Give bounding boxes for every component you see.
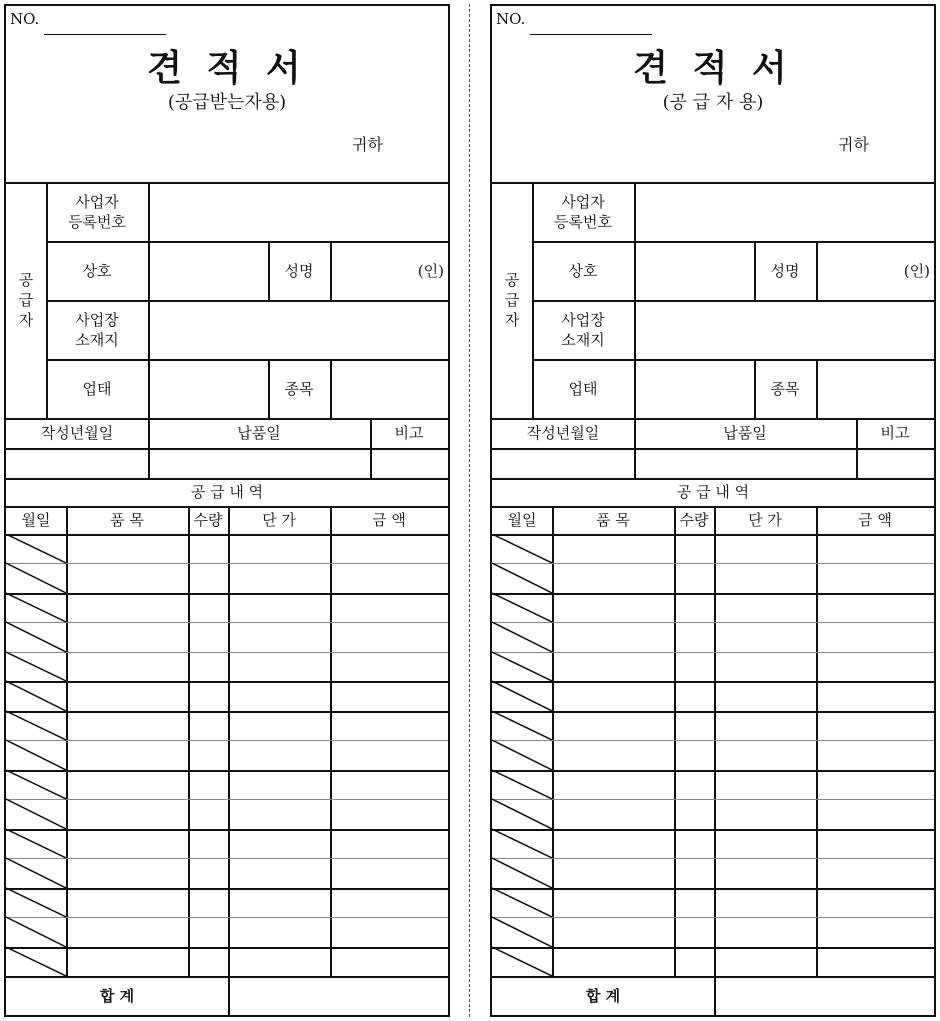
business-item-field[interactable] — [816, 359, 934, 418]
grid-line — [46, 300, 448, 302]
column-header-unit-price: 단 가 — [748, 511, 782, 529]
grid-line — [6, 740, 448, 741]
column-header-item: 품 목 — [596, 511, 630, 529]
grid-line — [6, 534, 448, 536]
form-subtitle: (공 급 자 용) — [662, 92, 764, 113]
registration-number-label: 사업자 등록번호 — [68, 192, 126, 231]
issue-date-label: 작성년월일 — [526, 424, 600, 442]
grid-line — [754, 359, 756, 418]
grid-line — [6, 622, 448, 623]
supplier-side-label: 공 급 자 — [18, 271, 34, 329]
delivery-date-field[interactable] — [634, 448, 856, 478]
grid-line — [6, 888, 448, 890]
column-header-unit-price: 단 가 — [262, 511, 296, 529]
business-item-label: 종목 — [284, 379, 314, 398]
grid-line — [6, 652, 448, 653]
representative-name-label: 성명 — [770, 261, 800, 280]
registration-number-field[interactable] — [634, 182, 934, 241]
grid-line — [492, 799, 934, 800]
grid-line — [46, 241, 448, 243]
grid-line — [492, 681, 934, 683]
grid-line — [6, 917, 448, 918]
grid-line — [816, 506, 818, 976]
business-type-field[interactable] — [634, 359, 754, 418]
form-subtitle: (공급받는자용) — [167, 92, 287, 113]
form-grid — [6, 182, 448, 1015]
business-type-label: 업태 — [82, 379, 112, 398]
business-address-label: 사업장 소재지 — [561, 310, 605, 349]
grid-line — [492, 418, 934, 420]
issue-date-field[interactable] — [492, 448, 634, 478]
grid-line — [6, 799, 448, 800]
grid-line — [6, 947, 448, 949]
delivery-date-label: 납품일 — [723, 424, 767, 442]
grid-line — [714, 506, 716, 1015]
column-header-date: 월일 — [21, 511, 51, 529]
company-name-field[interactable] — [148, 241, 268, 300]
business-address-field[interactable] — [148, 300, 448, 359]
grid-line — [492, 448, 934, 450]
grid-line — [330, 241, 332, 300]
grid-line — [492, 740, 934, 741]
grid-line — [6, 711, 448, 713]
supplier-side-label: 공 급 자 — [504, 271, 520, 329]
grid-line — [532, 241, 934, 243]
grid-line — [330, 506, 332, 976]
grid-line — [492, 534, 934, 536]
supply-details-label: 공 급 내 역 — [190, 483, 264, 501]
business-address-field[interactable] — [634, 300, 934, 359]
business-type-field[interactable] — [148, 359, 268, 418]
form-header — [6, 6, 448, 184]
grid-line — [492, 711, 934, 713]
grid-line — [6, 976, 448, 978]
grid-line — [330, 359, 332, 418]
grid-line — [228, 506, 230, 1015]
grid-line — [492, 917, 934, 918]
grid-line — [492, 770, 934, 772]
grid-line — [492, 563, 934, 564]
grid-line — [6, 829, 448, 831]
grid-line — [532, 359, 934, 361]
business-address-label: 사업장 소재지 — [75, 310, 119, 349]
supply-details-label: 공 급 내 역 — [676, 483, 750, 501]
column-header-item: 품 목 — [110, 511, 144, 529]
column-header-amount: 금 액 — [372, 511, 406, 529]
grid-line — [492, 478, 934, 480]
column-header-amount: 금 액 — [858, 511, 892, 529]
grid-line — [492, 858, 934, 859]
grid-line — [6, 418, 448, 420]
delivery-date-field[interactable] — [148, 448, 370, 478]
business-item-field[interactable] — [330, 359, 448, 418]
number-field[interactable] — [44, 34, 166, 35]
grid-line — [6, 506, 448, 508]
grid-line — [492, 593, 934, 595]
company-name-label: 상호 — [82, 261, 112, 280]
grid-line — [66, 506, 68, 976]
grid-line — [46, 359, 448, 361]
grid-line — [6, 478, 448, 480]
company-name-field[interactable] — [634, 241, 754, 300]
representative-name-label: 성명 — [284, 261, 314, 280]
column-header-quantity: 수량 — [679, 511, 709, 529]
business-item-label: 종목 — [770, 379, 800, 398]
grid-line — [6, 681, 448, 683]
estimate-form-supplier — [490, 4, 936, 1017]
grid-line — [492, 888, 934, 890]
form-title: 견 적 서 — [633, 47, 793, 89]
issue-date-label: 작성년월일 — [40, 424, 114, 442]
delivery-date-label: 납품일 — [237, 424, 281, 442]
grid-line — [816, 241, 818, 300]
remarks-label: 비고 — [394, 424, 424, 442]
registration-number-label: 사업자 등록번호 — [554, 192, 612, 231]
grid-line — [188, 506, 190, 976]
grid-line — [6, 858, 448, 859]
number-field[interactable] — [530, 34, 652, 35]
total-label: 합 계 — [99, 986, 135, 1005]
cut-line — [469, 4, 470, 1017]
grid-line — [492, 506, 934, 508]
total-amount-field[interactable] — [714, 976, 934, 1015]
grid-line — [754, 241, 756, 300]
grid-line — [532, 300, 934, 302]
grid-line — [492, 622, 934, 623]
grid-line — [492, 829, 934, 831]
grid-line — [816, 359, 818, 418]
date-column-diagonals — [492, 534, 552, 976]
grid-line — [268, 359, 270, 418]
grid-line — [492, 976, 934, 978]
form-header — [492, 6, 934, 184]
total-label: 합 계 — [585, 986, 621, 1005]
grid-line — [268, 241, 270, 300]
company-name-label: 상호 — [568, 261, 598, 280]
number-label: NO. — [496, 10, 526, 28]
number-label: NO. — [10, 10, 40, 28]
seal-field[interactable]: (인) — [903, 261, 930, 280]
grid-line — [6, 593, 448, 595]
remarks-label: 비고 — [880, 424, 910, 442]
grid-line — [6, 563, 448, 564]
grid-line — [6, 770, 448, 772]
grid-line — [6, 448, 448, 450]
registration-number-field[interactable] — [148, 182, 448, 241]
column-header-quantity: 수량 — [193, 511, 223, 529]
grid-line — [492, 652, 934, 653]
total-amount-field[interactable] — [228, 976, 448, 1015]
estimate-form-recipient — [4, 4, 450, 1017]
grid-line — [552, 506, 554, 976]
recipient-honorific: 귀하 — [838, 135, 869, 154]
form-title: 견 적 서 — [147, 47, 307, 89]
seal-field[interactable]: (인) — [417, 261, 444, 280]
column-header-date: 월일 — [507, 511, 537, 529]
business-type-label: 업태 — [568, 379, 598, 398]
date-column-diagonals — [6, 534, 66, 976]
remarks-field[interactable] — [856, 448, 934, 478]
recipient-honorific: 귀하 — [352, 135, 383, 154]
form-grid — [492, 182, 934, 1015]
issue-date-field[interactable] — [6, 448, 148, 478]
grid-line — [492, 947, 934, 949]
remarks-field[interactable] — [370, 448, 448, 478]
grid-line — [674, 506, 676, 976]
